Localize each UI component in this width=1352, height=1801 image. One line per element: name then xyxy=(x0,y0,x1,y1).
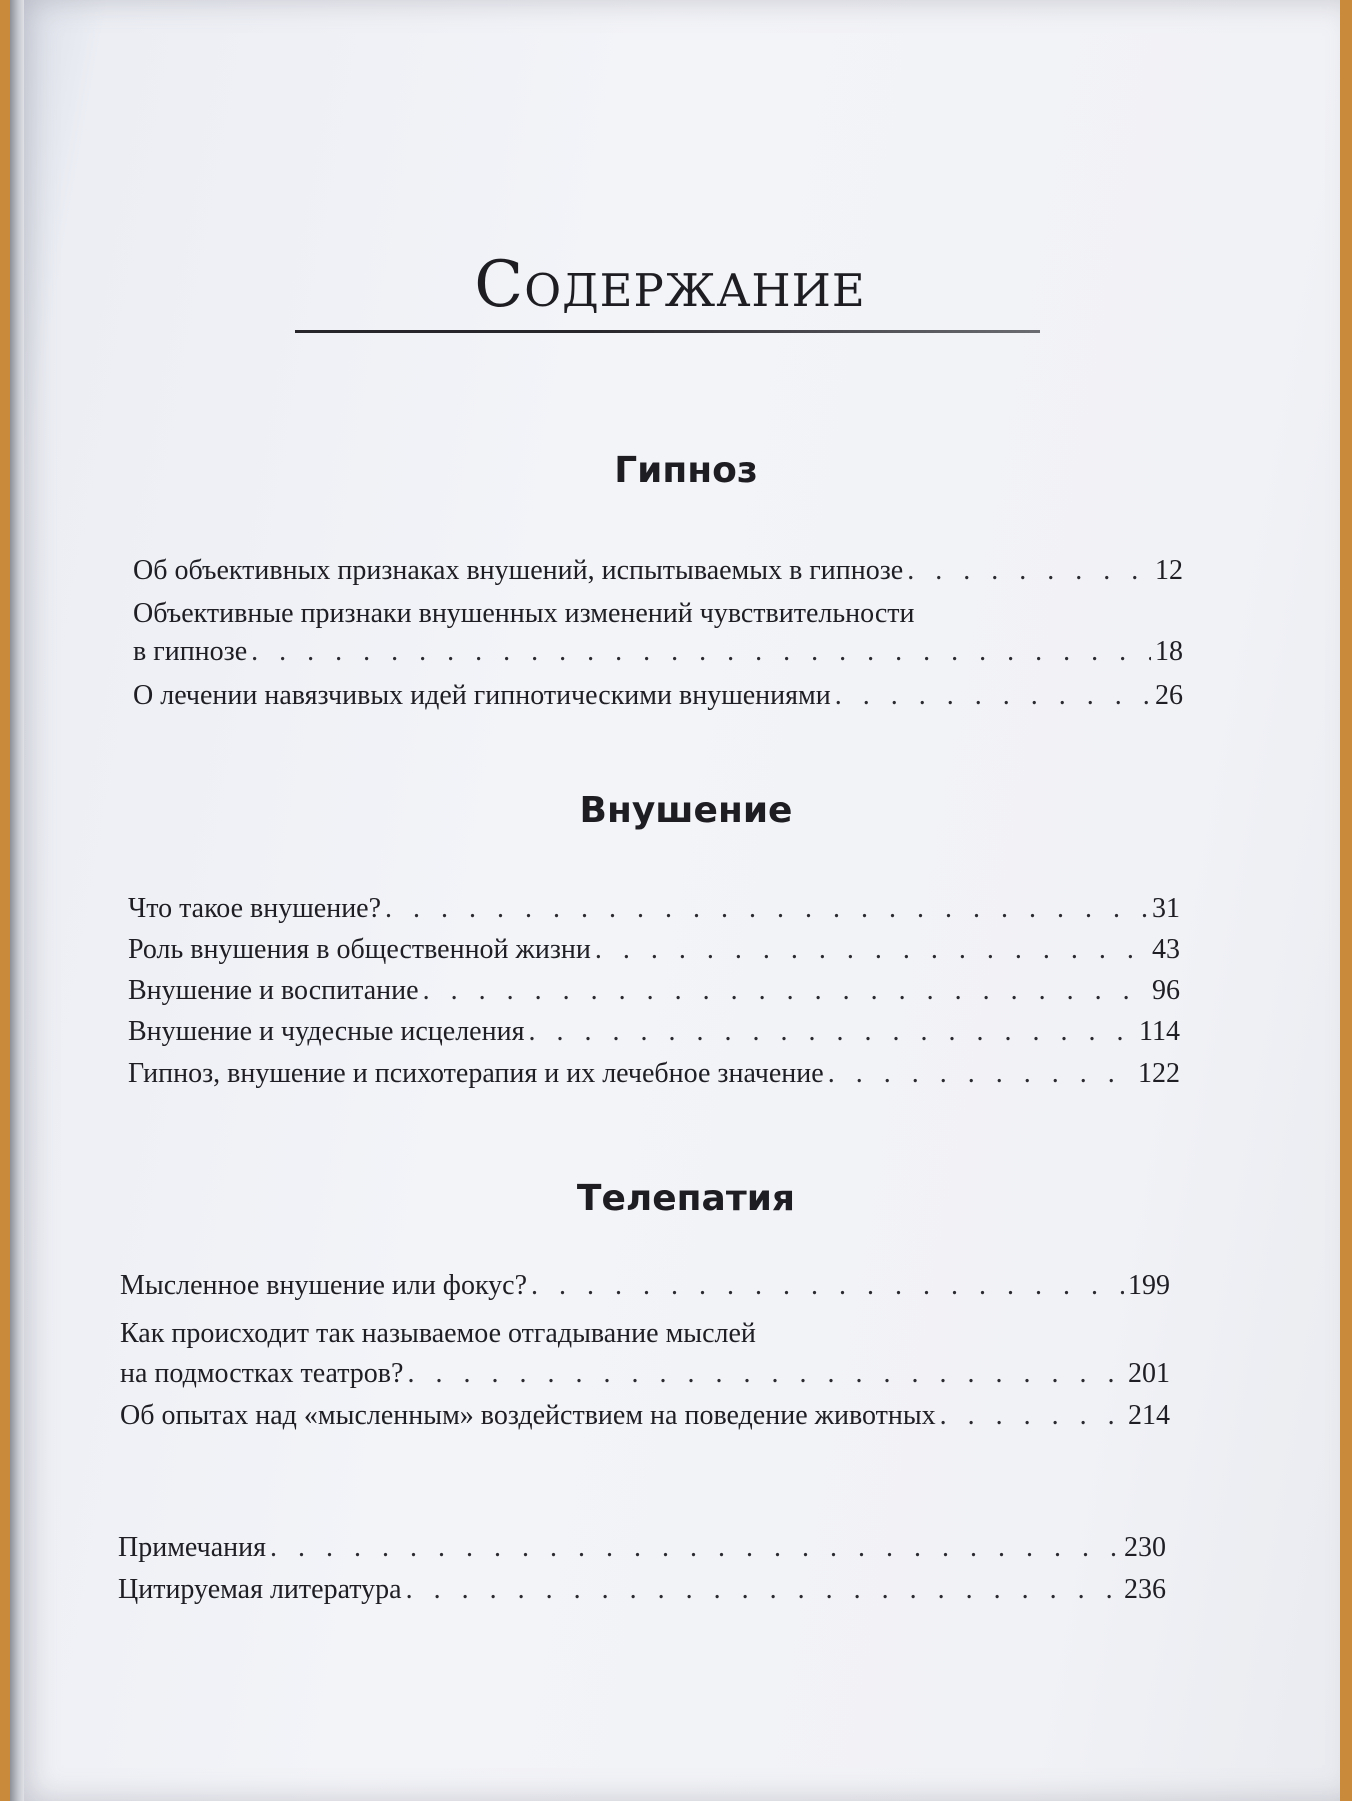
toc-entry-page: 201 xyxy=(1128,1358,1170,1389)
section-heading-hypnosis: Гипноз xyxy=(614,450,758,491)
page-spine-shadow xyxy=(10,0,24,1801)
toc-entry-title: Что такое внушение? xyxy=(128,893,382,924)
toc-entry-title: Мысленное внушение или фокус? xyxy=(120,1270,528,1301)
toc-leader-dots xyxy=(940,1400,1124,1432)
toc-entry xyxy=(120,1358,1170,1390)
toc-entry-page: 12 xyxy=(1155,555,1183,586)
toc-entry xyxy=(120,1270,1170,1302)
toc-entry-title: Об объективных признаках внушений, испытываемых в гипнозе xyxy=(133,555,904,586)
toc-entry xyxy=(133,555,1183,587)
toc-leader-dots xyxy=(423,975,1148,1007)
toc-leader-dots xyxy=(407,1358,1124,1390)
toc-entry-page: 26 xyxy=(1155,680,1183,711)
toc-leader-dots xyxy=(406,1574,1120,1606)
toc-entry-title: Цитируемая литература xyxy=(118,1574,402,1605)
toc-entry xyxy=(118,1574,1166,1606)
toc-entry-title: Об опытах над «мысленным» воздействием на поведение животных xyxy=(120,1400,936,1431)
toc-leader-dots xyxy=(595,934,1148,966)
toc-entry-page: 230 xyxy=(1124,1532,1166,1563)
toc-entry-title: Внушение и чудесные исцеления xyxy=(128,1016,525,1047)
toc-entry-title: О лечении навязчивых идей гипнотическими внушениями xyxy=(133,680,831,711)
toc-entry-page: 236 xyxy=(1124,1574,1166,1605)
toc-leader-dots xyxy=(385,893,1148,925)
toc-entry-page: 214 xyxy=(1128,1400,1170,1431)
toc-entry-page: 199 xyxy=(1128,1270,1170,1301)
toc-entry-title-line1: Как происходит так называемое отгадывание мыслей xyxy=(120,1318,756,1349)
toc-leader-dots xyxy=(531,1270,1124,1302)
toc-leader-dots xyxy=(907,555,1151,587)
toc-entry-page: 122 xyxy=(1138,1058,1180,1089)
toc-leader-dots xyxy=(251,636,1151,668)
toc-entry xyxy=(128,1016,1180,1048)
toc-entry xyxy=(128,975,1180,1007)
toc-entry-page: 43 xyxy=(1152,934,1180,965)
toc-entry xyxy=(118,1532,1166,1564)
toc-leader-dots xyxy=(270,1532,1120,1564)
toc-entry-title-line1: Объективные признаки внушенных изменений чувствительности xyxy=(133,598,915,629)
toc-entry-page: 31 xyxy=(1152,893,1180,924)
toc-entry xyxy=(120,1400,1170,1432)
toc-leader-dots xyxy=(828,1058,1134,1090)
title-underline xyxy=(295,330,1040,333)
toc-entry-title: Внушение и воспитание xyxy=(128,975,419,1006)
toc-entry-page: 114 xyxy=(1139,1016,1180,1047)
toc-entry xyxy=(128,934,1180,966)
toc-entry-title: Гипноз, внушение и психотерапия и их лечебное значение xyxy=(128,1058,824,1089)
toc-entry-page: 18 xyxy=(1155,636,1183,667)
section-heading-suggestion: Внушение xyxy=(579,790,793,831)
toc-entry xyxy=(128,1058,1180,1090)
toc-entry-title: на подмостках театров? xyxy=(120,1358,404,1389)
toc-entry xyxy=(128,893,1180,925)
section-heading-telepathy: Телепатия xyxy=(576,1178,796,1219)
toc-entry xyxy=(133,680,1183,712)
book-page xyxy=(10,0,1340,1801)
toc-leader-dots xyxy=(835,680,1151,712)
page-title: Содержание xyxy=(474,248,866,322)
toc-entry-page: 96 xyxy=(1152,975,1180,1006)
toc-leader-dots xyxy=(528,1016,1135,1048)
toc-entry xyxy=(133,636,1183,668)
toc-entry-title: в гипнозе xyxy=(133,636,248,667)
toc-entry-title: Роль внушения в общественной жизни xyxy=(128,934,591,965)
toc-entry-title: Примечания xyxy=(118,1532,267,1563)
